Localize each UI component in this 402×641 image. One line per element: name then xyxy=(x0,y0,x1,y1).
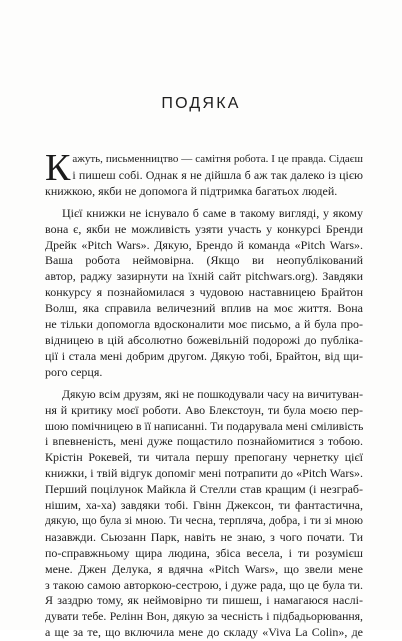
text-line: дякую, що була зі мною. Ти чесна, терпляча, добра, і ти зі мною xyxy=(45,514,363,527)
paragraph-2 xyxy=(45,206,363,381)
text-line: Ваша робота неймовірна. (Якщо ви неопублікований xyxy=(45,253,363,268)
text-line: Дрейк «Pitch Wars». Дякую, Брендо й команда «Pitch Wars». xyxy=(45,237,363,252)
text-line: рого серця. xyxy=(45,364,103,379)
paragraph-1 xyxy=(45,147,363,200)
text-line: мене. Джен Делука, я вдячна «Pitch Wars», що звели мене xyxy=(45,561,363,576)
text-line: і впевненість, мені дуже пощастило познайомитися з тобою. xyxy=(45,434,363,449)
text-line: шою помічницею в її написанні. Ти подарувала мені сміливість xyxy=(45,419,363,433)
text-line: вона є, якби не можливість узяти участь у конкурсі Бренди xyxy=(45,221,363,236)
text-line: дувати тебе. Релінн Вон, дякую за чесність і підбадьорювання, xyxy=(45,610,363,624)
text-line: не тільки допомогла вдосконалити моє письмо, а й була про- xyxy=(45,317,363,332)
text-line: ажуть, письменництво — самітня робота. І це правда. Сідаєш xyxy=(72,153,363,165)
text-line: відницею в цій абсолютно божевільній подорожі до публіка- xyxy=(45,332,363,347)
text-line: нішим, ха-ха) завдяки тобі. Гвінн Джексон, ти фантастична, xyxy=(45,498,363,513)
text-line: ня й критику моєї роботи. Аво Блекстоун, ти була моєю пер- xyxy=(45,402,363,417)
text-line: Дякую всім друзям, які не пошкодували часу на вичитуван- xyxy=(62,387,363,401)
text-line: Перший поцілунок Майкла й Стелли став кращим (і незграб- xyxy=(45,482,363,497)
text-line: книжки, і твій відгук допоміг мені потрапити до «Pitch Wars». xyxy=(45,466,363,481)
text-line: конкурсу я познайомилася з чудовою наставницею Брайтон xyxy=(45,285,363,300)
text-line: назавжди. Сьюзанн Парк, навіть не знаю, з чого почати. Ти xyxy=(45,529,363,544)
acknowledgments-text xyxy=(45,147,363,641)
text-line: і пишеш собі. Однак я не дійшла б аж так далеко із цією xyxy=(72,167,363,182)
text-line: по-справжньому щира людина, збіса весела, і ти розумієш xyxy=(45,545,363,560)
drop-cap: К xyxy=(45,147,71,189)
text-line: з такою самою авторкою-сестрою, і дуже рада, що це була ти. xyxy=(45,577,363,592)
text-line: Я заздрю тому, як неймовірно ти пишеш, і намагаюся наслі- xyxy=(45,593,363,608)
text-line: автор, раджу зазирнути на їхній сайт pitchwars.org). Завдяки xyxy=(45,269,363,284)
text-line: Крістін Рокевей, ти читала першу препогану чернетку цієї xyxy=(45,450,363,465)
text-line: ції і стала мені добрим другом. Дякую тобі, Брайтон, від щи- xyxy=(45,348,363,363)
paragraph-3 xyxy=(45,387,363,641)
text-line: а ще за те, що включила мене до складу «Viva La Colin», де xyxy=(45,625,363,640)
page-title: ПОДЯКА xyxy=(161,95,241,112)
text-line: Волш, яка справила величезний вплив на моє життя. Вона xyxy=(45,301,363,316)
text-line: Цієї книжки не існувало б саме в такому вигляді, у якому xyxy=(62,205,363,220)
text-line: книжкою, якби не допомога й підтримка багатьох людей. xyxy=(45,183,338,198)
